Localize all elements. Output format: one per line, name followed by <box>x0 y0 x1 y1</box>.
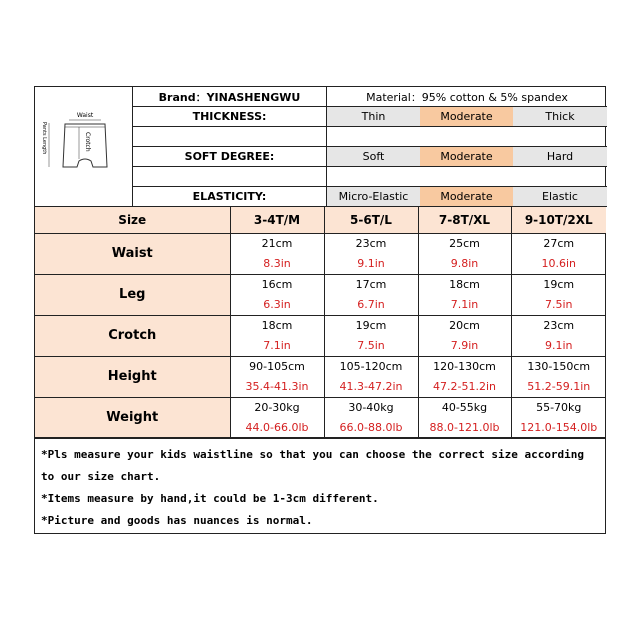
soft-degree-label: SOFT DEGREE: <box>184 150 275 163</box>
table-cell <box>511 397 606 438</box>
imperial-value: 88.0-121.0lb <box>429 420 500 434</box>
table-row <box>35 397 606 438</box>
table-row <box>35 274 606 315</box>
imperial-value: 6.7in <box>357 297 385 311</box>
table-cell <box>324 233 418 274</box>
imperial-value: 10.6in <box>541 256 577 270</box>
spacer-cell <box>327 127 607 147</box>
note-line: to our size chart. <box>41 470 161 483</box>
note-line: *Pls measure your kids waistline so that you can choose the correct size according <box>41 448 585 461</box>
table-cell <box>418 315 511 356</box>
underwear-outline-icon <box>35 87 133 207</box>
metric-value: 17cm <box>355 277 387 291</box>
row-label-height: Height <box>35 356 230 397</box>
column-header-size-5-6t: 5-6T/L <box>324 207 418 233</box>
soft-degree-label-cell <box>133 147 327 167</box>
thickness-label: THICKNESS: <box>192 110 267 123</box>
metric-value: 21cm <box>261 236 293 250</box>
size-chart <box>34 86 606 534</box>
table-cell <box>418 356 511 397</box>
table-cell <box>511 315 606 356</box>
elasticity-option-moderate: Moderate <box>420 187 513 206</box>
metric-value: 20cm <box>449 318 480 332</box>
table-cell <box>230 356 324 397</box>
diagram-waist-label: Waist <box>76 112 94 119</box>
size-table-header-row <box>35 207 606 233</box>
imperial-value: 47.2-51.2in <box>433 379 496 393</box>
table-cell <box>324 274 418 315</box>
thickness-option-thick: Thick <box>513 107 607 126</box>
table-cell <box>230 315 324 356</box>
metric-value: 105-120cm <box>339 359 403 373</box>
metric-value: 23cm <box>543 318 575 332</box>
metric-value: 90-105cm <box>249 359 305 373</box>
imperial-value: 8.3in <box>263 256 291 270</box>
metric-value: 16cm <box>261 277 293 291</box>
column-header-size: Size <box>35 207 230 233</box>
imperial-value: 66.0-88.0lb <box>339 420 403 434</box>
table-cell <box>511 356 606 397</box>
note-line: *Items measure by hand,it could be 1-3cm different. <box>41 492 379 505</box>
imperial-value: 7.1in <box>450 297 479 311</box>
imperial-value: 9.1in <box>357 256 385 270</box>
imperial-value: 7.1in <box>263 338 291 352</box>
metric-value: 30-40kg <box>348 400 394 414</box>
brand-name: Brand：YINASHENGWU <box>158 90 301 104</box>
diagram-pants-length-label: Pants Length <box>41 122 47 155</box>
metric-value: 23cm <box>355 236 387 250</box>
table-cell <box>230 397 324 438</box>
spacer-cell <box>133 167 327 187</box>
table-cell <box>418 397 511 438</box>
elasticity-options <box>327 187 607 207</box>
size-table <box>35 207 606 439</box>
table-cell <box>324 397 418 438</box>
row-label-weight: Weight <box>35 397 230 438</box>
thickness-label-cell <box>133 107 327 127</box>
row-label-leg: Leg <box>35 274 230 315</box>
column-header-size-9-10t: 9-10T/2XL <box>511 207 606 233</box>
material-text: Material：95% cotton & 5% spandex <box>366 90 568 104</box>
imperial-value: 51.2-59.1in <box>527 379 591 393</box>
imperial-value: 44.0-66.0lb <box>245 420 309 434</box>
table-cell <box>324 315 418 356</box>
elasticity-option-micro-elastic: Micro-Elastic <box>327 187 420 206</box>
metric-value: 130-150cm <box>527 359 591 373</box>
spacer-cell <box>327 167 607 187</box>
soft-degree-option-hard: Hard <box>513 147 607 166</box>
note-line: *Picture and goods has nuances is normal. <box>41 514 313 527</box>
imperial-value: 9.8in <box>450 256 479 270</box>
table-row <box>35 233 606 274</box>
table-cell <box>324 356 418 397</box>
metric-value: 18cm <box>261 318 293 332</box>
soft-degree-option-soft: Soft <box>327 147 420 166</box>
metric-value: 120-130cm <box>433 359 496 373</box>
thickness-option-thin: Thin <box>327 107 420 126</box>
table-cell <box>418 233 511 274</box>
metric-value: 40-55kg <box>441 400 488 414</box>
garment-diagram <box>35 87 133 207</box>
column-header-size-3-4t: 3-4T/M <box>230 207 324 233</box>
metric-value: 25cm <box>449 236 480 250</box>
table-cell <box>511 233 606 274</box>
imperial-value: 9.1in <box>544 338 573 352</box>
metric-value: 27cm <box>543 236 575 250</box>
spacer-cell <box>133 127 327 147</box>
column-header-size-7-8t: 7-8T/XL <box>418 207 511 233</box>
table-row <box>35 356 606 397</box>
imperial-value: 7.9in <box>450 338 479 352</box>
elasticity-label-cell <box>133 187 327 207</box>
metric-value: 18cm <box>449 277 480 291</box>
imperial-value: 6.3in <box>263 297 291 311</box>
table-row <box>35 315 606 356</box>
imperial-value: 121.0-154.0lb <box>520 420 598 434</box>
soft-degree-option-moderate: Moderate <box>420 147 513 166</box>
row-label-crotch: Crotch <box>35 315 230 356</box>
soft-degree-options <box>327 147 607 167</box>
material-cell <box>327 87 607 107</box>
table-cell <box>230 274 324 315</box>
imperial-value: 7.5in <box>544 297 573 311</box>
metric-value: 20-30kg <box>254 400 300 414</box>
row-label-waist: Waist <box>35 233 230 274</box>
imperial-value: 41.3-47.2in <box>339 379 403 393</box>
metric-value: 55-70kg <box>536 400 582 414</box>
metric-value: 19cm <box>543 277 575 291</box>
imperial-value: 35.4-41.3in <box>245 379 309 393</box>
thickness-options <box>327 107 607 127</box>
thickness-option-moderate: Moderate <box>420 107 513 126</box>
table-cell <box>511 274 606 315</box>
elasticity-option-elastic: Elastic <box>513 187 607 206</box>
notes-section <box>35 437 606 535</box>
imperial-value: 7.5in <box>357 338 385 352</box>
metric-value: 19cm <box>355 318 387 332</box>
elasticity-label: ELASTICITY: <box>192 190 267 203</box>
table-cell <box>418 274 511 315</box>
diagram-crotch-label: Crotch <box>84 132 91 152</box>
brand-cell <box>133 87 327 107</box>
table-cell <box>230 233 324 274</box>
